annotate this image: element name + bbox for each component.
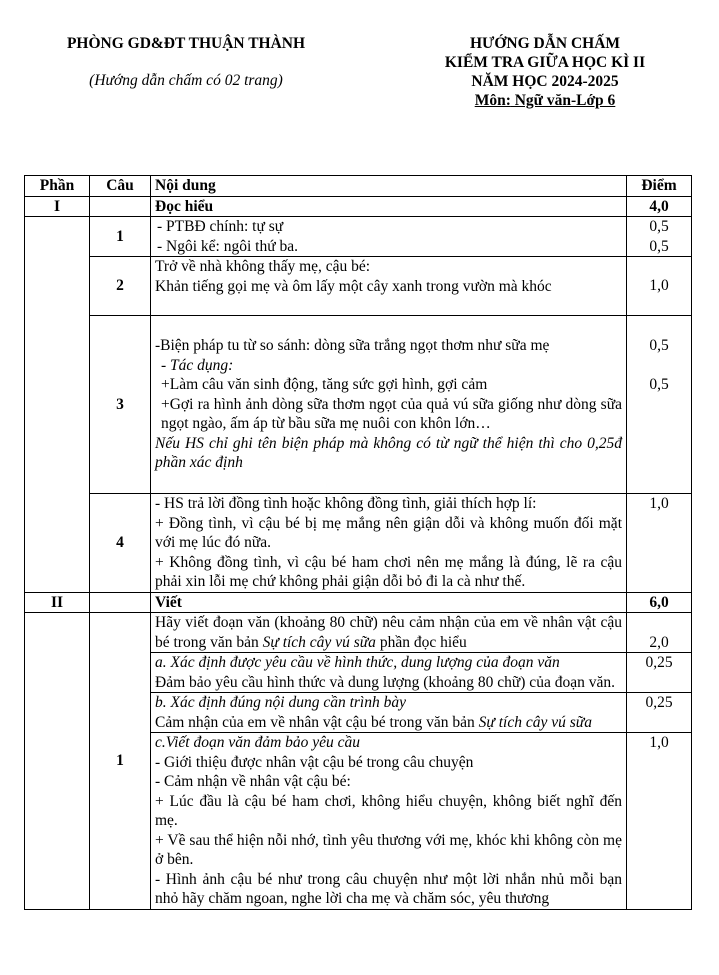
header-question: Câu: [90, 176, 151, 197]
answer-score: 0,25: [627, 653, 692, 693]
question-number: 1: [90, 613, 151, 910]
exam-title: KIỂM TRA GIỮA HỌC KÌ II: [444, 54, 646, 71]
answer-score: 0,5 0,5: [627, 217, 692, 257]
office-name: PHÒNG GD&ĐT THUẬN THÀNH: [66, 35, 306, 52]
section-title: Đọc hiểu: [151, 196, 627, 217]
table-row-q2: [25, 257, 692, 316]
answer-content: - PTBĐ chính: tự sự - Ngôi kể: ngôi thứ ba.: [151, 217, 627, 257]
question-number: 1: [90, 217, 151, 257]
answer-score: 1,0: [627, 733, 692, 910]
criterion-c: c.Viết đoạn văn đảm bảo yêu cầu - Giới thiệu được nhân vật cậu bé trong câu chuyện - Cảm nhận về nhân vật cậu bé: + Lúc đầu là cậu bé ham chơi, không hiểu chuyện, không biết nghĩ đến mẹ. + Về sau thể hiện nỗi nhớ, tình yêu thương với mẹ, khóc khi không còn mẹ ở bên. - Hình ảnh cậu bé như trong câu chuyện như một lời nhắn nhủ mỗi bạn nhỏ hãy chăm ngoan, nghe lời cha mẹ và chăm sóc, yêu thương: [151, 733, 627, 910]
grading-table: [24, 175, 692, 910]
subject-name: Ngữ văn-Lớp 6: [510, 92, 616, 109]
question-number: 4: [90, 494, 151, 593]
criterion-b: b. Xác định đúng nội dung cần trình bày Cảm nhận của em về nhân vật cậu bé trong văn bản Sự tích cây vú sữa: [151, 693, 627, 733]
answer-score: 1,0: [627, 257, 692, 316]
header-right: [405, 34, 685, 110]
answer-score: 0,5 0,5: [627, 316, 692, 494]
section-score: 4,0: [627, 196, 692, 217]
answer-score: 0,25: [627, 693, 692, 733]
table-row-q3: [25, 316, 692, 494]
section-score: 6,0: [627, 592, 692, 613]
table-row-q1: [25, 217, 692, 257]
table-header-row: [25, 176, 692, 197]
subject-prefix: Môn:: [474, 92, 511, 109]
section-title: Viết: [151, 592, 627, 613]
writing-prompt: Hãy viết đoạn văn (khoảng 80 chữ) nêu cảm nhận của em về nhân vật cậu bé trong văn bản Sự tích cây vú sữa phần đọc hiểu: [151, 613, 627, 653]
section-row-writing: [25, 592, 692, 613]
pages-note: (Hướng dẫn chấm có 02 trang): [89, 72, 283, 89]
doc-title: HƯỚNG DẪN CHẤM: [469, 35, 621, 52]
section-part: I: [25, 196, 90, 217]
answer-content: - HS trả lời đồng tình hoặc không đồng tình, giải thích hợp lí: + Đồng tình, vì cậu bé bị mẹ mắng nên giận dỗi và không muốn đối mặt với mẹ lúc đó nữa. + Không đồng tình, vì cậu bé ham chơi nên mẹ mắng là đúng, lẽ ra cậu phải xin lỗi mẹ chứ không phải giận dỗi bỏ đi la cà như thế.: [151, 494, 627, 593]
table-row-q4: [25, 494, 692, 593]
question-number: 3: [90, 316, 151, 494]
criterion-a: a. Xác định được yêu cầu về hình thức, dung lượng của đoạn văn Đảm bảo yêu cầu hình thức và dung lượng (khoảng 80 chữ) của đoạn văn.: [151, 653, 627, 693]
table-row-w1-prompt: [25, 613, 692, 653]
header-content: Nội dung: [151, 176, 627, 197]
answer-score: 1,0: [627, 494, 692, 593]
header-part: Phần: [25, 176, 90, 197]
answer-content: -Biện pháp tu từ so sánh: dòng sữa trắng ngọt thơm như sữa mẹ - Tác dụng: +Làm câu văn sinh động, tăng sức gợi hình, gợi cảm +Gợi ra hình ảnh dòng sữa thơm ngọt của quả vú sữa giống như dòng sữa ngọt ngào, ấm áp từ bầu sữa mẹ nuôi con khôn lớn… Nếu HS chỉ ghi tên biện pháp mà không có từ ngữ thể hiện thì cho 0,25đ phần xác định: [151, 316, 627, 494]
answer-content: Trở về nhà không thấy mẹ, cậu bé: Khản tiếng gọi mẹ và ôm lấy một cây xanh trong vườn mà khóc: [151, 257, 627, 316]
school-year: NĂM HỌC 2024-2025: [471, 73, 619, 90]
header-left: [52, 34, 320, 90]
header-score: Điểm: [627, 176, 692, 197]
subject-line: [405, 91, 685, 110]
section-part: II: [25, 592, 90, 613]
question-number: 2: [90, 257, 151, 316]
section-row-reading: [25, 196, 692, 217]
answer-score: 2,0: [627, 613, 692, 653]
